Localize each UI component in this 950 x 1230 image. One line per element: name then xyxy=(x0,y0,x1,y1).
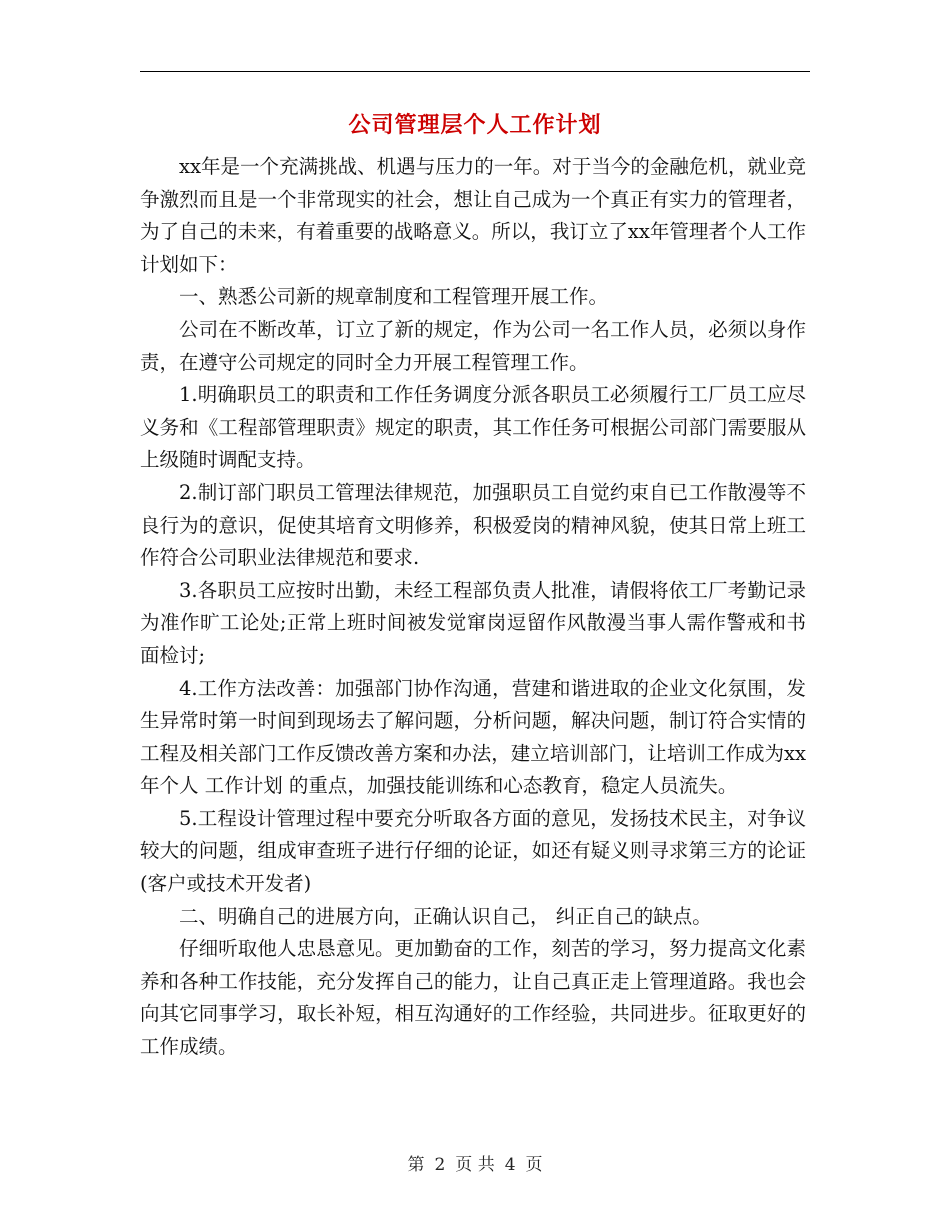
footer-prefix: 第 xyxy=(407,1155,425,1175)
paragraph-section-2: 仔细听取他人忠恳意见。更加勤奋的工作，刻苦的学习，努力提高文化素养和各种工作技能，充分发挥自己的能力，让自己真正走上管理道路。我也会向其它同事学习，取长补短，相互沟通好的工作经验，共同进步。征取更好的工作成绩。 xyxy=(140,937,806,1059)
footer-total-pages: 4 xyxy=(504,1155,516,1175)
document-title: 公司管理层个人工作计划 xyxy=(348,112,602,138)
section-heading-2: 二、明确自己的进展方向，正确认识自己， 纠正自己的缺点。 xyxy=(179,904,712,928)
list-item-4: 4.工作方法改善：加强部门协作沟通，营建和谐进取的企业文化氛围，发生异常时第一时间到现场去了解问题，分析问题，解决问题，制订符合实情的工程及相关部门工作反馈改善方案和办法，建立培训部门，让培训工作成为xx年个人 工作计划 的重点，加强技能训练和心态教育，稳定人员流失。 xyxy=(140,676,806,798)
document-body xyxy=(140,151,806,1064)
list-item-1: 1.明确职员工的职责和工作任务调度分派各职员工必须履行工厂员工应尽义务和《工程部管理职责》规定的职责，其工作任务可根据公司部门需要服从上级随时调配支持。 xyxy=(140,383,806,472)
header-rule xyxy=(140,71,810,72)
footer-current-page: 2 xyxy=(434,1155,446,1175)
paragraph-section-1: 公司在不断改革，订立了新的规定，作为公司一名工作人员，必须以身作责，在遵守公司规定的同时全力开展工程管理工作。 xyxy=(140,317,806,374)
footer-middle: 页 共 xyxy=(455,1155,495,1175)
list-item-5: 5.工程设计管理过程中要充分听取各方面的意见，发扬技术民主，对争议较大的问题，组成审查班子进行仔细的论证，如还有疑义则寻求第三方的论证(客户或技术开发者) xyxy=(140,806,806,896)
section-heading-1: 一、熟悉公司新的规章制度和工程管理开展工作。 xyxy=(179,285,609,309)
footer-suffix: 页 xyxy=(525,1155,543,1175)
paragraph-intro: xx年是一个充满挑战、机遇与压力的一年。对于当今的金融危机，就业竞争激烈而且是一个非常现实的社会，想让自己成为一个真正有实力的管理者，为了自己的未来，有着重要的战略意义。所以，我订立了xx年管理者个人工作计划如下： xyxy=(140,155,806,276)
list-item-3: 3.各职员工应按时出勤，未经工程部负责人批准，请假将依工厂考勤记录为准作旷工论处;正常上班时间被发觉窜岗逗留作风散漫当事人需作警戒和书面检讨; xyxy=(140,578,806,667)
page-footer xyxy=(0,1153,950,1177)
list-item-2: 2.制订部门职员工管理法律规范，加强职员工自觉约束自已工作散漫等不良行为的意识，促使其培育文明修养，积极爱岗的精神风貌，使其日常上班工作符合公司职业法律规范和要求. xyxy=(140,480,806,570)
